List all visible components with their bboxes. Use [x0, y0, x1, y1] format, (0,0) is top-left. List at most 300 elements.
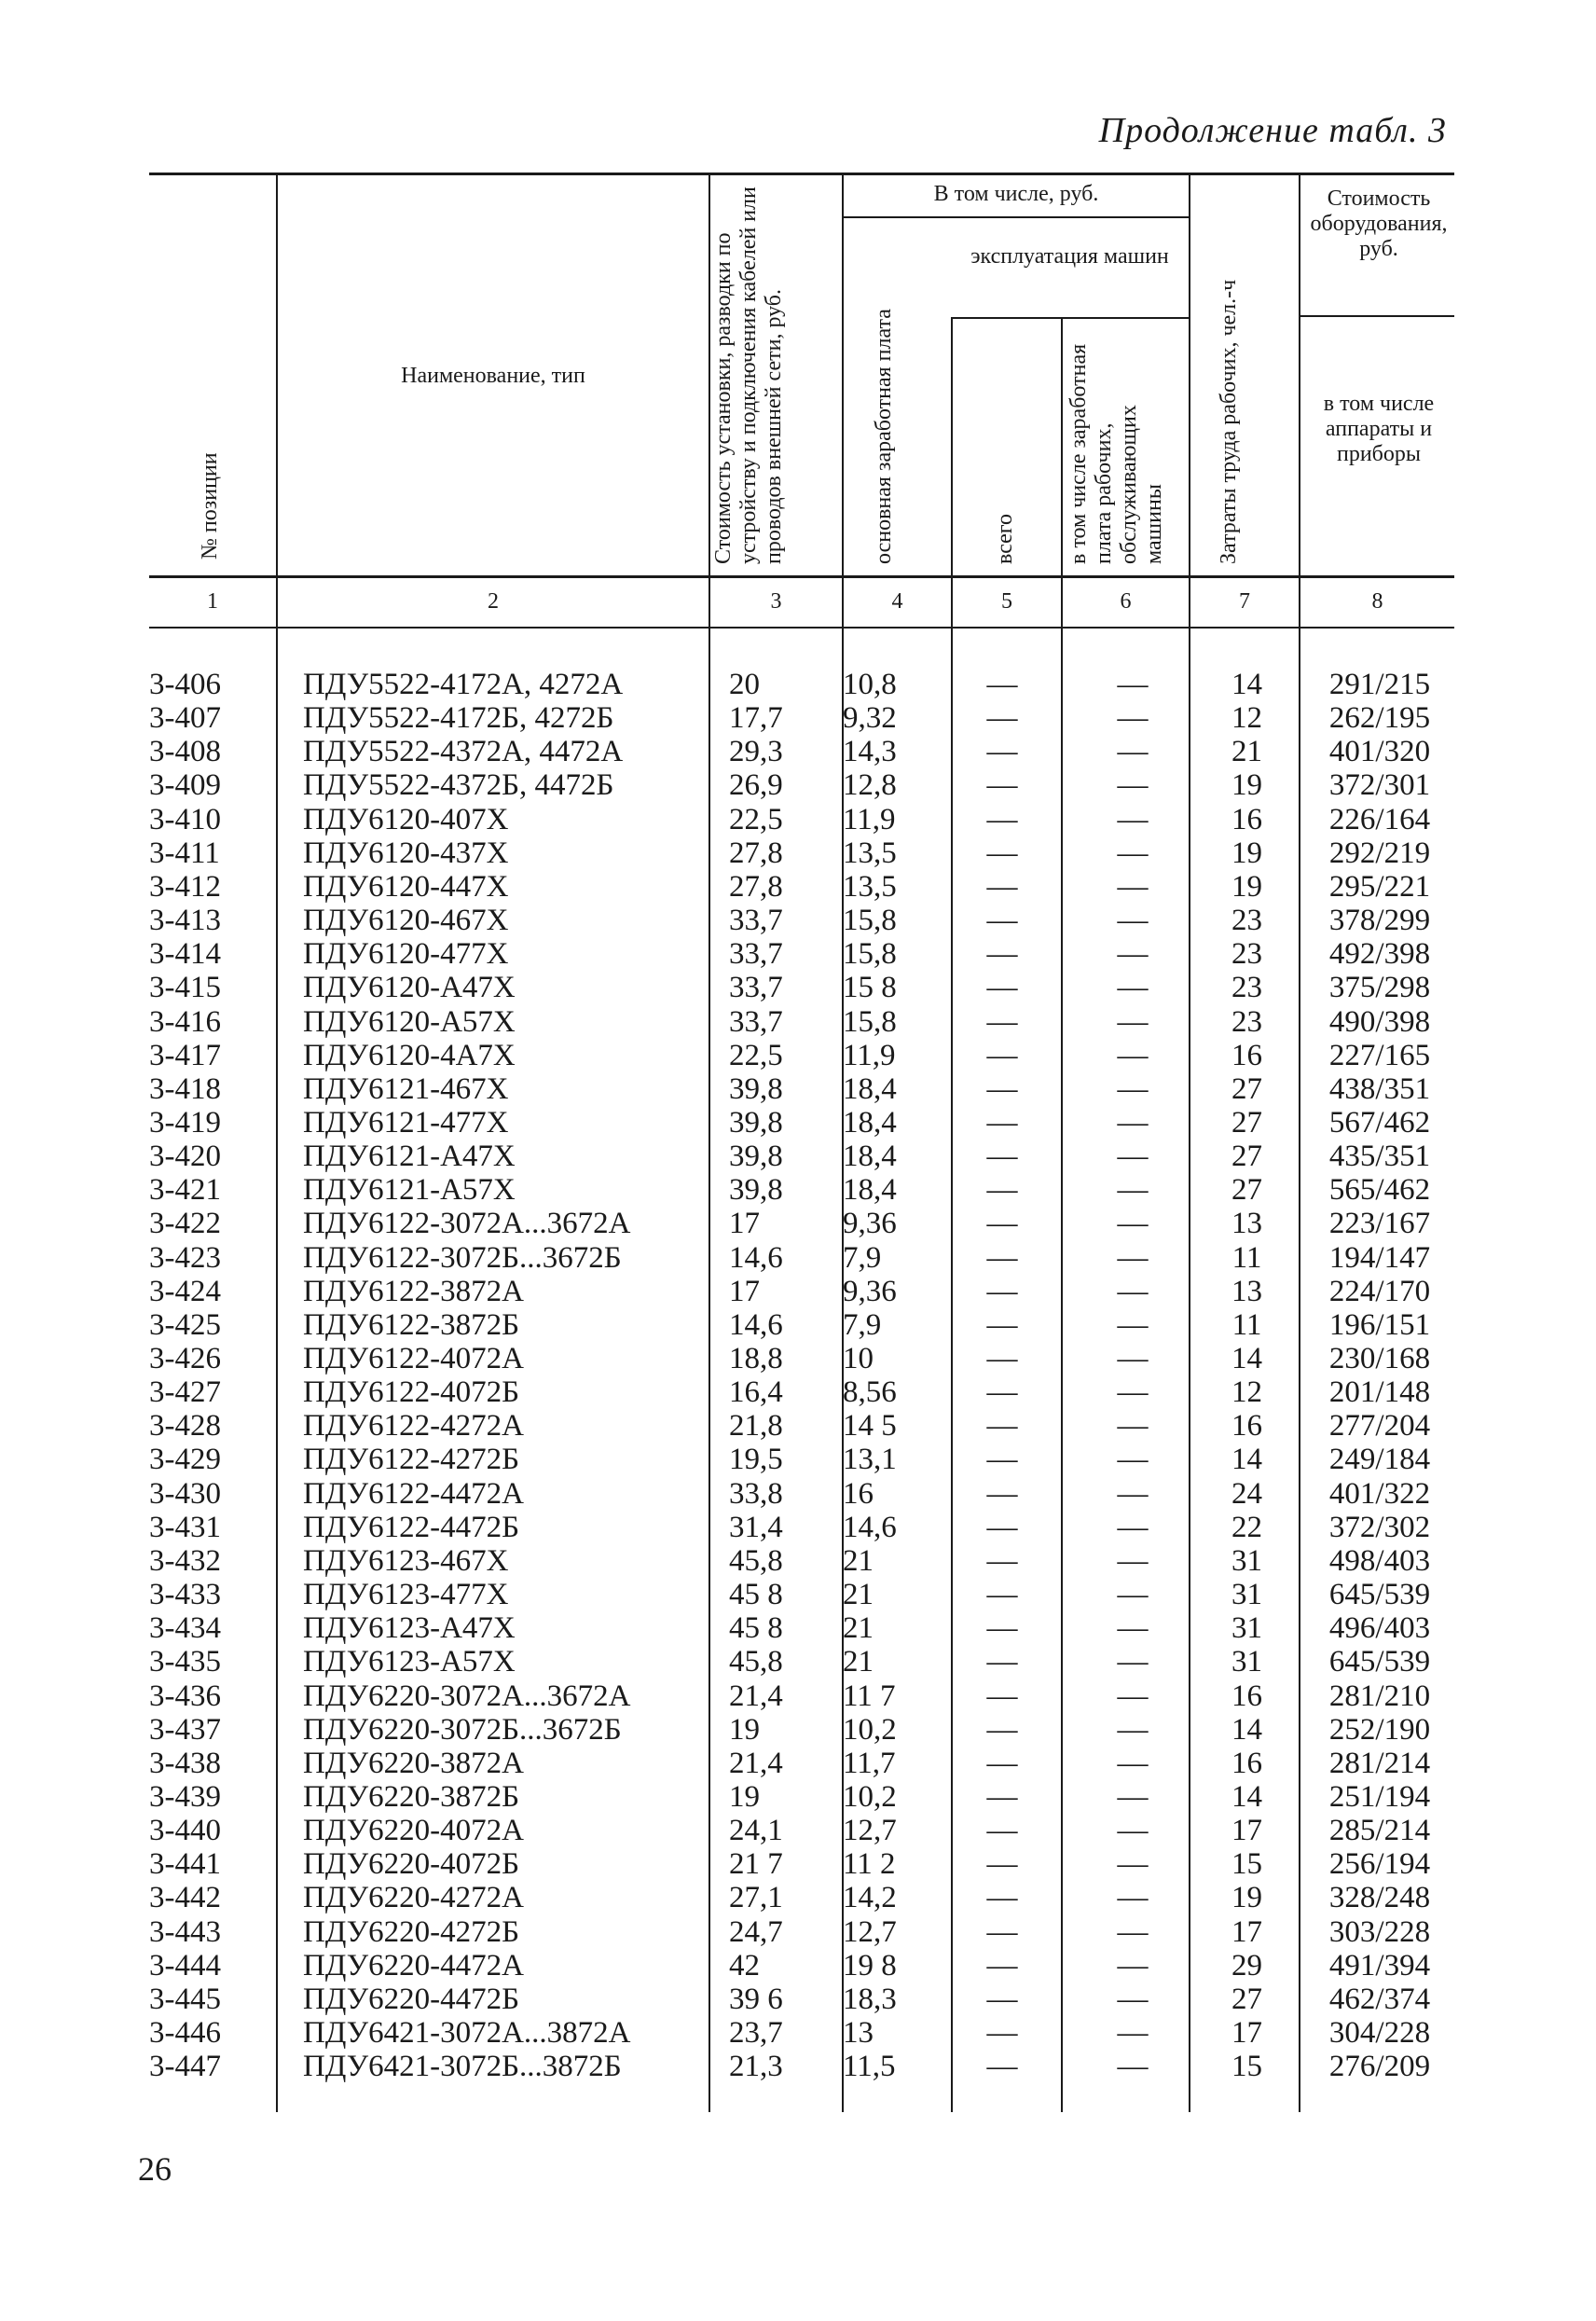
cell-install-cost: 17: [729, 1274, 760, 1308]
cell-install-cost: 33,7: [729, 904, 783, 938]
cell-machine-total: —: [986, 1004, 1018, 1039]
cell-position: 3-443: [149, 1914, 221, 1949]
cell-equipment-cost: 401/322: [1328, 1476, 1431, 1511]
cell-operator-wage: —: [1117, 701, 1149, 736]
cell-base-wage: 13,1: [843, 1443, 897, 1477]
cell-machine-total: —: [986, 1375, 1018, 1410]
cell-install-cost: 27,8: [729, 836, 783, 870]
cell-operator-wage: —: [1117, 1712, 1149, 1747]
cell-base-wage: 14,3: [843, 735, 897, 769]
cell-machine-total: —: [986, 2016, 1018, 2050]
header-install-cost: Стоимость установки, разводки по устройству и подключения кабелей или проводов внешней сети, руб.: [711, 187, 786, 564]
subheader-rule-equipment: [1300, 315, 1454, 317]
cell-name: ПДУ6122-3072А...3672А: [303, 1207, 631, 1241]
cell-labor: 19: [1231, 869, 1262, 904]
cell-name: ПДУ6220-4272А: [303, 1881, 524, 1915]
cell-equipment-cost: 226/164: [1328, 802, 1431, 836]
cell-position: 3-427: [149, 1375, 221, 1410]
cell-name: ПДУ5522-4372А, 4472А: [303, 735, 624, 769]
colnum-8: 8: [1371, 589, 1383, 614]
cell-labor: 16: [1231, 1746, 1262, 1780]
cell-name: ПДУ6421-3072А...3872А: [303, 2016, 631, 2050]
cell-position: 3-411: [149, 836, 220, 870]
cell-equipment-cost: 281/214: [1328, 1746, 1431, 1780]
cell-name: ПДУ6421-3072Б...3872Б: [303, 2050, 622, 2084]
cell-position: 3-440: [149, 1814, 221, 1848]
cell-name: ПДУ5522-4172А, 4272А: [303, 668, 624, 701]
cell-install-cost: 14,6: [729, 1240, 783, 1275]
cell-equipment-cost: 567/462: [1328, 1105, 1431, 1140]
cell-base-wage: 11 2: [843, 1847, 896, 1882]
cell-labor: 31: [1231, 1578, 1262, 1612]
cell-name: ПДУ6121-А47Х: [303, 1140, 516, 1174]
cell-name: ПДУ6122-3072Б...3672Б: [303, 1240, 622, 1275]
cell-labor: 14: [1231, 1712, 1262, 1747]
cell-base-wage: 18,3: [843, 1982, 897, 2016]
cell-operator-wage: —: [1117, 1173, 1149, 1208]
cell-name: ПДУ6220-3072А...3672А: [303, 1679, 631, 1713]
cell-name: ПДУ5522-4172Б, 4272Б: [303, 701, 614, 736]
cell-equipment-cost: 378/299: [1328, 904, 1431, 938]
cell-equipment-cost: 328/248: [1328, 1881, 1431, 1915]
cell-base-wage: 13,5: [843, 869, 897, 904]
cell-operator-wage: —: [1117, 1038, 1149, 1072]
cell-machine-total: —: [986, 668, 1018, 701]
cell-install-cost: 17: [729, 1207, 760, 1241]
cell-name: ПДУ6120-437Х: [303, 836, 509, 870]
cell-install-cost: 39,8: [729, 1173, 783, 1208]
cell-install-cost: 45 8: [729, 1578, 783, 1612]
cell-position: 3-426: [149, 1342, 221, 1375]
cell-equipment-cost: 490/398: [1328, 1004, 1431, 1039]
cell-operator-wage: —: [1117, 1240, 1149, 1275]
cell-equipment-cost: 375/298: [1328, 971, 1431, 1005]
cell-machine-total: —: [986, 1240, 1018, 1275]
cell-name: ПДУ6120-447Х: [303, 869, 509, 904]
cell-equipment-cost: 645/539: [1328, 1578, 1431, 1612]
cell-base-wage: 7,9: [843, 1240, 882, 1275]
cell-labor: 23: [1231, 904, 1262, 938]
cell-install-cost: 31,4: [729, 1510, 783, 1544]
colnum-5: 5: [1001, 589, 1012, 614]
cell-name: ПДУ5522-4372Б, 4472Б: [303, 768, 614, 803]
cell-position: 3-438: [149, 1746, 221, 1780]
cell-operator-wage: —: [1117, 802, 1149, 836]
cell-base-wage: 10,8: [843, 668, 897, 701]
table-caption: Продолжение табл. 3: [1098, 111, 1447, 150]
cell-base-wage: 12,7: [843, 1914, 897, 1949]
cell-operator-wage: —: [1117, 836, 1149, 870]
cell-operator-wage: —: [1117, 2050, 1149, 2084]
cell-labor: 16: [1231, 802, 1262, 836]
cell-labor: 12: [1231, 701, 1262, 736]
cell-install-cost: 19: [729, 1779, 760, 1814]
cell-labor: 27: [1231, 1105, 1262, 1140]
cell-machine-total: —: [986, 1409, 1018, 1444]
cell-base-wage: 21: [843, 1645, 874, 1679]
cell-position: 3-420: [149, 1140, 221, 1174]
cell-equipment-cost: 491/394: [1328, 1948, 1431, 1983]
cell-equipment-cost: 252/190: [1328, 1712, 1431, 1747]
cell-equipment-cost: 401/320: [1328, 735, 1431, 769]
cell-machine-total: —: [986, 1476, 1018, 1511]
cell-operator-wage: —: [1117, 1140, 1149, 1174]
cell-name: ПДУ6120-А57Х: [303, 1004, 516, 1039]
colnum-3: 3: [770, 589, 782, 614]
cell-labor: 17: [1231, 2016, 1262, 2050]
cell-operator-wage: —: [1117, 1443, 1149, 1477]
cell-labor: 27: [1231, 1982, 1262, 2016]
cell-equipment-cost: 492/398: [1328, 937, 1431, 972]
cell-labor: 27: [1231, 1173, 1262, 1208]
cell-base-wage: 8,56: [843, 1375, 897, 1410]
cell-position: 3-434: [149, 1611, 221, 1646]
cell-name: ПДУ6123-467Х: [303, 1543, 509, 1578]
cell-machine-total: —: [986, 937, 1018, 972]
cell-labor: 13: [1231, 1207, 1262, 1241]
subheader-rule-machines: [951, 317, 1189, 319]
cell-position: 3-417: [149, 1038, 221, 1072]
cell-labor: 24: [1231, 1476, 1262, 1511]
cell-position: 3-428: [149, 1409, 221, 1444]
cell-install-cost: 39,8: [729, 1105, 783, 1140]
cell-name: ПДУ6120-А47Х: [303, 971, 516, 1005]
cell-name: ПДУ6220-4072А: [303, 1814, 524, 1848]
header-total: всего: [993, 513, 1017, 564]
cell-operator-wage: —: [1117, 1510, 1149, 1544]
cell-install-cost: 23,7: [729, 2016, 783, 2050]
cell-position: 3-413: [149, 904, 221, 938]
cell-base-wage: 13: [843, 2016, 874, 2050]
colnum-7: 7: [1239, 589, 1250, 614]
cell-name: ПДУ6121-477Х: [303, 1105, 509, 1140]
header-operator-wage: в том числе заработная плата рабочих, обслуживающих машины: [1066, 343, 1166, 564]
cell-machine-total: —: [986, 1443, 1018, 1477]
cell-equipment-cost: 372/301: [1328, 768, 1431, 803]
cell-labor: 23: [1231, 971, 1262, 1005]
cell-install-cost: 21 7: [729, 1847, 783, 1882]
cell-position: 3-442: [149, 1881, 221, 1915]
cell-operator-wage: —: [1117, 1814, 1149, 1848]
cell-operator-wage: —: [1117, 1746, 1149, 1780]
cell-install-cost: 33,7: [729, 1004, 783, 1039]
cell-equipment-cost: 285/214: [1328, 1814, 1431, 1848]
cell-base-wage: 12,7: [843, 1814, 897, 1848]
cell-name: ПДУ6220-4472А: [303, 1948, 524, 1983]
cell-position: 3-412: [149, 869, 221, 904]
cell-equipment-cost: 498/403: [1328, 1543, 1431, 1578]
cell-install-cost: 33,8: [729, 1476, 783, 1511]
cell-labor: 13: [1231, 1274, 1262, 1308]
cell-labor: 27: [1231, 1071, 1262, 1106]
cell-install-cost: 16,4: [729, 1375, 783, 1410]
cell-install-cost: 19: [729, 1712, 760, 1747]
cell-machine-total: —: [986, 2050, 1018, 2084]
cell-position: 3-444: [149, 1948, 221, 1983]
cell-install-cost: 24,7: [729, 1914, 783, 1949]
cell-labor: 16: [1231, 1409, 1262, 1444]
cell-name: ПДУ6120-477Х: [303, 937, 509, 972]
header-bottom-rule: [149, 575, 1454, 578]
cell-base-wage: 7,9: [843, 1307, 882, 1342]
cell-operator-wage: —: [1117, 869, 1149, 904]
cell-base-wage: 19 8: [843, 1948, 897, 1983]
colnum-bottom-rule: [149, 627, 1454, 629]
cell-machine-total: —: [986, 1914, 1018, 1949]
cell-install-cost: 17,7: [729, 701, 783, 736]
cell-equipment-cost: 223/167: [1328, 1207, 1431, 1241]
cell-name: ПДУ6122-4472А: [303, 1476, 524, 1511]
cell-operator-wage: —: [1117, 1914, 1149, 1949]
cell-operator-wage: —: [1117, 1375, 1149, 1410]
cell-position: 3-432: [149, 1543, 221, 1578]
cell-labor: 11: [1231, 1240, 1262, 1275]
cell-base-wage: 15,8: [843, 1004, 897, 1039]
cell-equipment-cost: 256/194: [1328, 1847, 1431, 1882]
cell-machine-total: —: [986, 1814, 1018, 1848]
cell-labor: 11: [1231, 1307, 1262, 1342]
cell-operator-wage: —: [1117, 768, 1149, 803]
cell-install-cost: 21,4: [729, 1746, 783, 1780]
cell-operator-wage: —: [1117, 1543, 1149, 1578]
cell-labor: 22: [1231, 1510, 1262, 1544]
cell-operator-wage: —: [1117, 1307, 1149, 1342]
cell-name: ПДУ6220-4072Б: [303, 1847, 520, 1882]
cell-equipment-cost: 438/351: [1328, 1071, 1431, 1106]
cell-labor: 16: [1231, 1679, 1262, 1713]
cell-name: ПДУ6121-А57Х: [303, 1173, 516, 1208]
cell-labor: 15: [1231, 2050, 1262, 2084]
cell-machine-total: —: [986, 1543, 1018, 1578]
cell-labor: 31: [1231, 1645, 1262, 1679]
page-number: 26: [138, 2150, 172, 2188]
cell-machine-total: —: [986, 1611, 1018, 1646]
header-machine-operation: эксплуатация машин: [970, 244, 1169, 269]
cell-base-wage: 16: [843, 1476, 874, 1511]
cell-position: 3-424: [149, 1274, 221, 1308]
cell-base-wage: 11,9: [843, 802, 896, 836]
cell-name: ПДУ6122-3872А: [303, 1274, 524, 1308]
cell-position: 3-431: [149, 1510, 221, 1544]
cell-base-wage: 21: [843, 1543, 874, 1578]
header-including: В том числе, руб.: [933, 182, 1099, 206]
cell-machine-total: —: [986, 1038, 1018, 1072]
cell-equipment-cost: 227/165: [1328, 1038, 1431, 1072]
cell-base-wage: 15 8: [843, 971, 897, 1005]
cell-position: 3-421: [149, 1173, 221, 1208]
cell-position: 3-414: [149, 937, 221, 972]
cell-install-cost: 21,8: [729, 1409, 783, 1444]
cell-position: 3-437: [149, 1712, 221, 1747]
cell-base-wage: 12,8: [843, 768, 897, 803]
cell-equipment-cost: 295/221: [1328, 869, 1431, 904]
cell-name: ПДУ6123-А57Х: [303, 1645, 516, 1679]
cell-operator-wage: —: [1117, 1409, 1149, 1444]
cell-name: ПДУ6123-477Х: [303, 1578, 509, 1612]
cell-equipment-cost: 201/148: [1328, 1375, 1431, 1410]
cell-install-cost: 45 8: [729, 1611, 783, 1646]
cell-base-wage: 21: [843, 1611, 874, 1646]
cell-name: ПДУ6220-4472Б: [303, 1982, 520, 2016]
cell-labor: 27: [1231, 1140, 1262, 1174]
cell-operator-wage: —: [1117, 2016, 1149, 2050]
cell-name: ПДУ6122-4072А: [303, 1342, 524, 1375]
cell-labor: 23: [1231, 937, 1262, 972]
cell-operator-wage: —: [1117, 1645, 1149, 1679]
cell-name: ПДУ6220-3072Б...3672Б: [303, 1712, 622, 1747]
cell-machine-total: —: [986, 1071, 1018, 1106]
cell-install-cost: 29,3: [729, 735, 783, 769]
cell-operator-wage: —: [1117, 668, 1149, 701]
cell-install-cost: 21,3: [729, 2050, 783, 2084]
cell-name: ПДУ6123-А47Х: [303, 1611, 516, 1646]
subheader-rule-incl: [844, 216, 1189, 218]
cell-equipment-cost: 291/215: [1328, 668, 1431, 701]
cell-labor: 14: [1231, 668, 1262, 701]
header-equipment-cost: Стоимость оборудования, руб.: [1310, 187, 1448, 261]
cell-labor: 17: [1231, 1814, 1262, 1848]
cell-labor: 16: [1231, 1038, 1262, 1072]
colnum-1: 1: [207, 589, 218, 614]
cell-machine-total: —: [986, 1881, 1018, 1915]
cell-base-wage: 15,8: [843, 937, 897, 972]
cell-base-wage: 18,4: [843, 1105, 897, 1140]
cell-labor: 29: [1231, 1948, 1262, 1983]
cell-equipment-cost: 281/210: [1328, 1679, 1431, 1713]
cell-equipment-cost: 303/228: [1328, 1914, 1431, 1949]
cell-machine-total: —: [986, 904, 1018, 938]
header-name-type: Наименование, тип: [401, 364, 585, 388]
cell-machine-total: —: [986, 1948, 1018, 1983]
cell-machine-total: —: [986, 735, 1018, 769]
cell-equipment-cost: 251/194: [1328, 1779, 1431, 1814]
cell-position: 3-406: [149, 668, 221, 701]
cell-labor: 19: [1231, 836, 1262, 870]
colnum-6: 6: [1120, 589, 1132, 614]
cell-operator-wage: —: [1117, 1948, 1149, 1983]
header-labor: Затраты труда рабочих, чел.-ч: [1217, 279, 1241, 564]
cell-base-wage: 10,2: [843, 1712, 897, 1747]
cell-operator-wage: —: [1117, 1881, 1149, 1915]
cell-name: ПДУ6220-3872Б: [303, 1779, 520, 1814]
cell-labor: 15: [1231, 1847, 1262, 1882]
cell-position: 3-441: [149, 1847, 221, 1882]
cell-base-wage: 9,36: [843, 1207, 897, 1241]
cell-base-wage: 18,4: [843, 1071, 897, 1106]
cell-base-wage: 9,36: [843, 1274, 897, 1308]
cell-position: 3-429: [149, 1443, 221, 1477]
cell-operator-wage: —: [1117, 1004, 1149, 1039]
cell-position: 3-415: [149, 971, 221, 1005]
cell-operator-wage: —: [1117, 1611, 1149, 1646]
cell-machine-total: —: [986, 971, 1018, 1005]
cell-base-wage: 9,32: [843, 701, 897, 736]
cell-equipment-cost: 230/168: [1328, 1342, 1431, 1375]
cell-labor: 14: [1231, 1779, 1262, 1814]
cell-machine-total: —: [986, 1307, 1018, 1342]
cell-name: ПДУ6121-467Х: [303, 1071, 509, 1106]
cell-equipment-cost: 292/219: [1328, 836, 1431, 870]
cell-machine-total: —: [986, 1140, 1018, 1174]
cell-name: ПДУ6220-4272Б: [303, 1914, 520, 1949]
cell-install-cost: 39,8: [729, 1140, 783, 1174]
cell-labor: 23: [1231, 1004, 1262, 1039]
cell-machine-total: —: [986, 1847, 1018, 1882]
cell-name: ПДУ6120-407Х: [303, 802, 509, 836]
cell-equipment-cost: 565/462: [1328, 1173, 1431, 1208]
cell-name: ПДУ6122-3872Б: [303, 1307, 520, 1342]
cell-machine-total: —: [986, 802, 1018, 836]
cell-labor: 14: [1231, 1443, 1262, 1477]
cell-machine-total: —: [986, 1105, 1018, 1140]
cell-install-cost: 22,5: [729, 802, 783, 836]
cell-equipment-cost: 277/204: [1328, 1409, 1431, 1444]
cell-position: 3-435: [149, 1645, 221, 1679]
cell-install-cost: 33,7: [729, 937, 783, 972]
cell-machine-total: —: [986, 1578, 1018, 1612]
cell-position: 3-439: [149, 1779, 221, 1814]
cell-operator-wage: —: [1117, 904, 1149, 938]
cell-base-wage: 11,9: [843, 1038, 896, 1072]
cell-base-wage: 11 7: [843, 1679, 896, 1713]
cell-install-cost: 19,5: [729, 1443, 783, 1477]
cell-base-wage: 15,8: [843, 904, 897, 938]
cell-machine-total: —: [986, 701, 1018, 736]
cell-equipment-cost: 196/151: [1328, 1307, 1431, 1342]
cell-machine-total: —: [986, 1746, 1018, 1780]
cell-operator-wage: —: [1117, 1779, 1149, 1814]
cell-labor: 31: [1231, 1611, 1262, 1646]
cell-position: 3-407: [149, 701, 221, 736]
cell-name: ПДУ6120-4А7Х: [303, 1038, 516, 1072]
cell-machine-total: —: [986, 1342, 1018, 1375]
cell-base-wage: 11,7: [843, 1746, 896, 1780]
cell-operator-wage: —: [1117, 1847, 1149, 1882]
cell-machine-total: —: [986, 836, 1018, 870]
cell-position: 3-423: [149, 1240, 221, 1275]
cell-install-cost: 18,8: [729, 1342, 783, 1375]
cell-install-cost: 39 6: [729, 1982, 783, 2016]
header-base-wage: основная заработная плата: [872, 309, 896, 564]
cell-operator-wage: —: [1117, 1578, 1149, 1612]
cell-position: 3-425: [149, 1307, 221, 1342]
cell-equipment-cost: 462/374: [1328, 1982, 1431, 2016]
cell-operator-wage: —: [1117, 1679, 1149, 1713]
cell-base-wage: 18,4: [843, 1173, 897, 1208]
cell-machine-total: —: [986, 1712, 1018, 1747]
cell-name: ПДУ6122-4272А: [303, 1409, 524, 1444]
cell-install-cost: 14,6: [729, 1307, 783, 1342]
cell-install-cost: 27,1: [729, 1881, 783, 1915]
cell-install-cost: 22,5: [729, 1038, 783, 1072]
cell-machine-total: —: [986, 1173, 1018, 1208]
cell-equipment-cost: 645/539: [1328, 1645, 1431, 1679]
cell-labor: 19: [1231, 1881, 1262, 1915]
cell-operator-wage: —: [1117, 1071, 1149, 1106]
colnum-2: 2: [488, 589, 499, 614]
cell-name: ПДУ6220-3872А: [303, 1746, 524, 1780]
table-top-rule: [149, 173, 1454, 175]
cell-position: 3-410: [149, 802, 221, 836]
cell-base-wage: 18,4: [843, 1140, 897, 1174]
cell-labor: 14: [1231, 1342, 1262, 1375]
cell-position: 3-433: [149, 1578, 221, 1612]
cell-position: 3-419: [149, 1105, 221, 1140]
cell-base-wage: 11,5: [843, 2050, 896, 2084]
cell-base-wage: 14 5: [843, 1409, 897, 1444]
cell-equipment-cost: 276/209: [1328, 2050, 1431, 2084]
cell-equipment-cost: 262/195: [1328, 701, 1431, 736]
